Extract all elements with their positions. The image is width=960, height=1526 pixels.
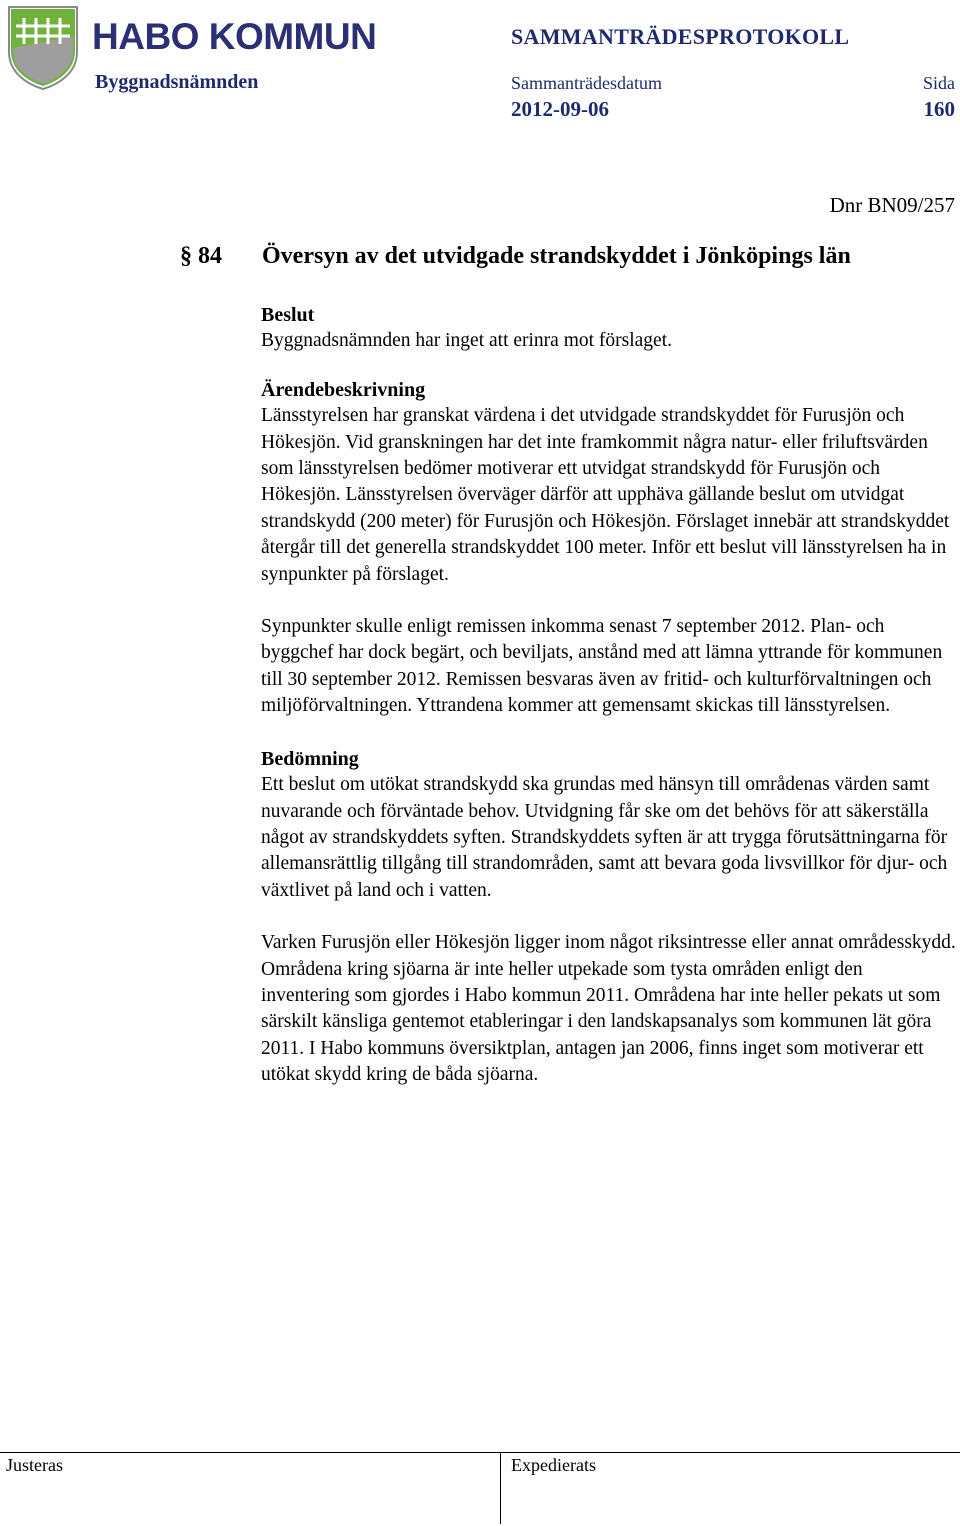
case-description-paragraph-2: Synpunkter skulle enligt remissen inkomma senast 7 september 2012. Plan- och byggchef har dock begärt, och beviljats, anstånd med att lämna yttrande för kommunen till 30 september 2012. Remissen besvaras även av fritid- och kulturförvaltningen och miljöförvaltningen. Yttrandena kommer att gemensamt skickas till länsstyrelsen. <box>261 616 943 717</box>
diary-number: Dnr BN09/257 <box>829 193 955 217</box>
minutes-body <box>261 302 956 1089</box>
footer-divider-line <box>0 1452 960 1453</box>
case-description-paragraph-1: Länsstyrelsen har granskat värdena i det utvidgade strandskyddet för Furusjön och Hökesjön. Vid granskningen har det inte framkommit några natur- eller friluftsvärden som länsstyrelsen bedömer motiverar ett utvidgat strandskydd för Furusjön och Hökesjön. Länsstyrelsen överväger därför att upphäva gällande beslut om utvidgat strandskydd (200 meter) för Furusjön och Hökesjön. Förslaget innebär att strandskyddet återgår till det generella strandskyddet 100 meter. Inför ett beslut vill länsstyrelsen ha in synpunkter på förslaget. <box>261 405 950 585</box>
footer-expedierats-label: Expedierats <box>511 1455 596 1475</box>
org-name: HABO KOMMUN <box>92 16 377 57</box>
decision-text: Byggnadsnämnden har inget att erinra mot förslaget. <box>261 330 673 352</box>
footer-column-divider <box>500 1452 501 1524</box>
document-title: SAMMANTRÄDESPROTOKOLL <box>511 24 850 49</box>
paragraph-symbol: § <box>180 243 192 269</box>
page-number: 160 <box>923 97 955 121</box>
assessment-paragraph-1: Ett beslut om utökat strandskydd ska grundas med hänsyn till områdenas värden samt nuvarande och förväntade behov. Utvidgning får ske om det behövs för att säkerställa något av strandskyddets syften. Strandskyddets syften är att trygga förutsättningarna för allemansrättlig tillgång till strandområden, samt att bevara goda livsvillkor för djur- och växtlivet på land och i vatten. <box>261 774 948 901</box>
section-heading-bedomning: Bedömning <box>261 747 359 770</box>
paragraph-number <box>180 243 262 269</box>
paragraph-number-value: 84 <box>198 243 222 269</box>
page-label: Sida <box>922 73 955 93</box>
section-heading-arendebeskrivning: Ärendebeskrivning <box>261 378 426 401</box>
footer-justeras-label: Justeras <box>6 1455 63 1475</box>
paragraph-title: Översyn av det utvidgade strandskyddet i Jönköpings län <box>262 243 851 269</box>
habo-coat-of-arms-icon <box>6 4 80 90</box>
meeting-date-label: Sammanträdesdatum <box>511 73 662 93</box>
committee-name: Byggnadsnämnden <box>95 71 259 93</box>
section-heading-beslut: Beslut <box>261 304 315 326</box>
assessment-paragraph-2: Varken Furusjön eller Hökesjön ligger inom något riksintresse eller annat områdesskydd. Områdena kring sjöarna är inte heller utpekade som tysta områden enligt den inventering som gjordes i Habo kommun 2011. Områdena har inte heller pekats ut som särskilt känsliga gentemot etableringar i den landskapsanalys som kommunen lät göra 2011. I Habo kommuns översiktplan, antagen jan 2006, finns inget som motiverar ett utökat skydd kring de båda sjöarna. <box>261 932 956 1086</box>
meeting-date-value: 2012-09-06 <box>511 97 609 121</box>
paragraph-heading <box>180 243 851 269</box>
